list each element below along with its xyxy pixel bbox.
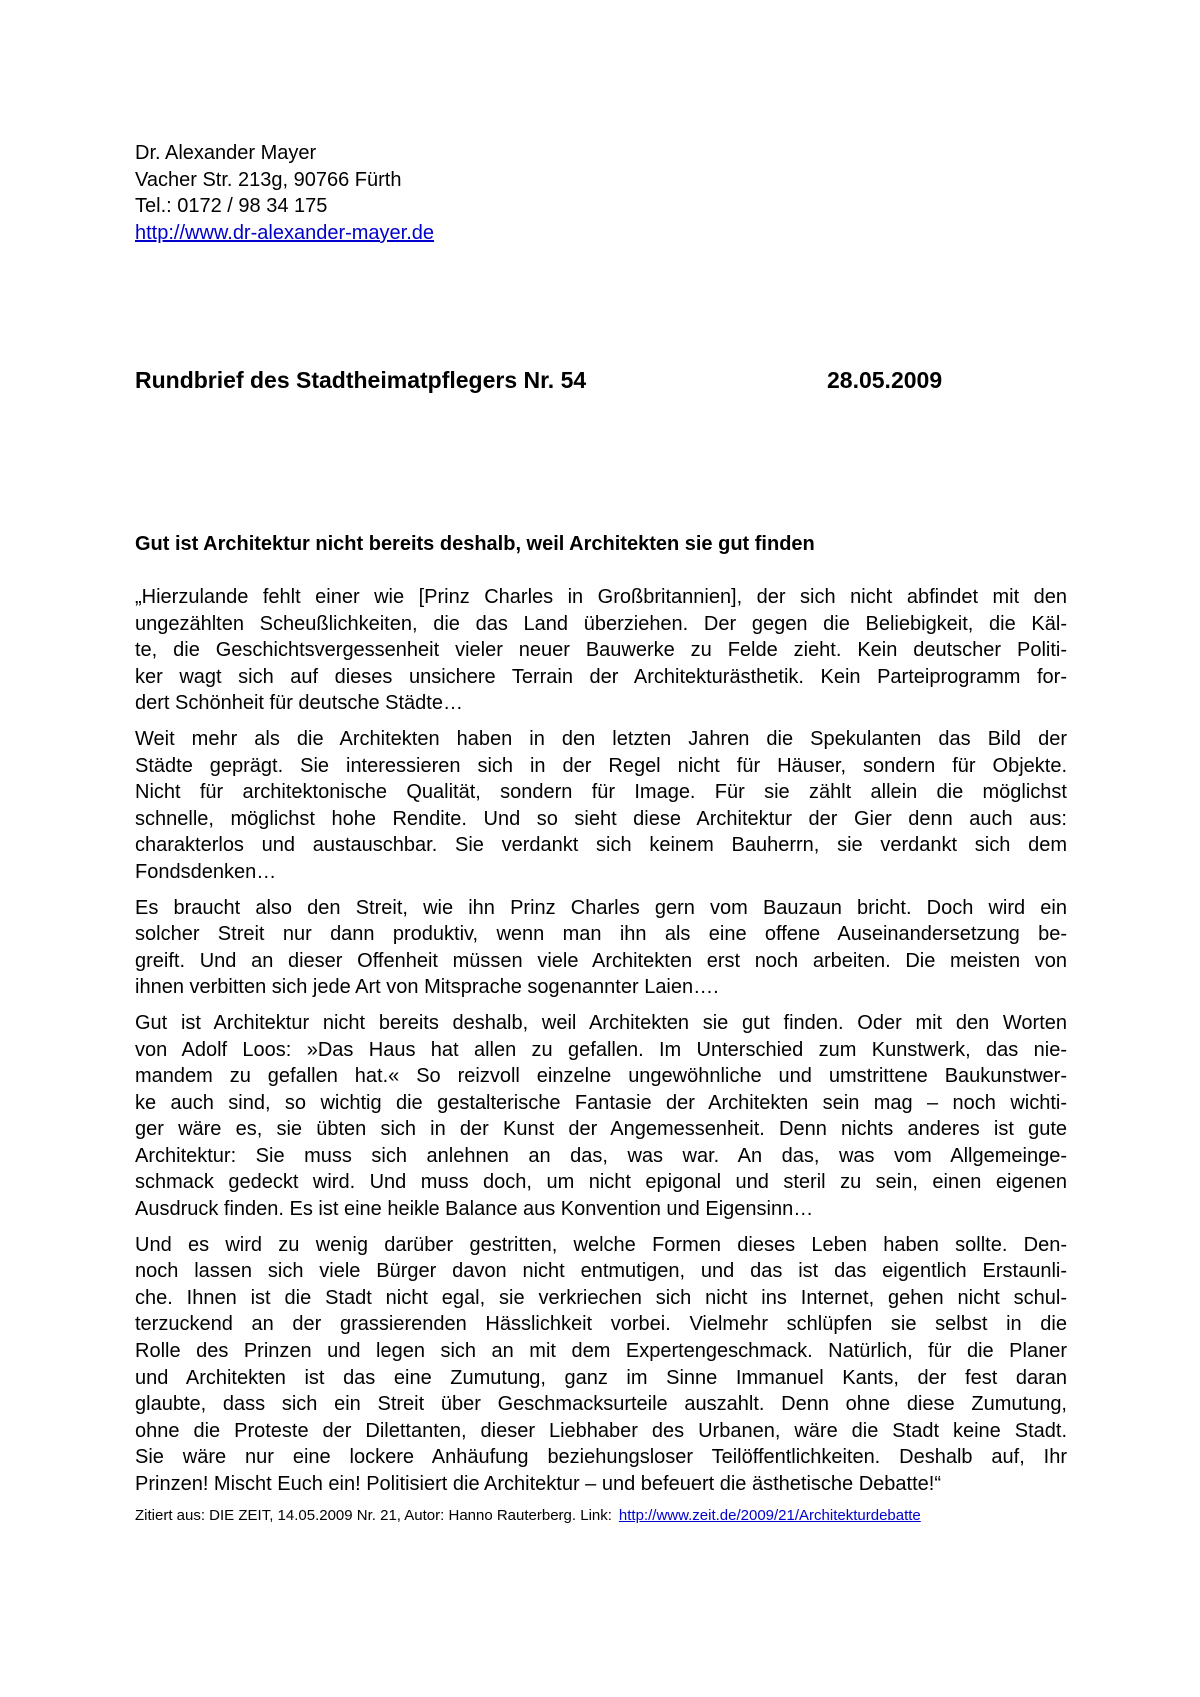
text-line: und Architekten ist das eine Zumutung, ganz im Sinne Immanuel Kants, der fest daran [135, 1366, 1067, 1389]
document-title: Rundbrief des Stadtheimatpflegers Nr. 54 [135, 367, 587, 393]
text-line: ungezählten Scheußlichkeiten, die das Land überziehen. Der gegen die Beliebigkeit, die Käl- [135, 612, 1067, 635]
paragraph [135, 726, 1067, 886]
text-line: schmack gedeckt wird. Und muss doch, um nicht epigonal und steril zu sein, einen eigenen [135, 1171, 1067, 1194]
text-line: ohne die Proteste der Dilettanten, dieser Liebhaber des Urbanen, wäre die Stadt keine Stadt. [135, 1419, 1067, 1442]
contact-block [135, 140, 434, 247]
text-line: glaubte, dass sich ein Streit über Geschmacksurteile auszahlt. Denn ohne diese Zumutung, [135, 1393, 1067, 1416]
contact-phone: Tel.: 0172 / 98 34 175 [135, 195, 328, 218]
article-body [135, 584, 1067, 1507]
text-line: ke auch sind, so wichtig die gestalterische Fantasie der Architekten sein mag – noch wichti- [135, 1091, 1067, 1114]
text-line: charakterlos und austauschbar. Sie verdankt sich keinem Bauherrn, sie verdankt sich dem [135, 834, 1067, 857]
citation-text: Zitiert aus: DIE ZEIT, 14.05.2009 Nr. 21, Autor: Hanno Rauterberg. Link: [135, 1507, 612, 1524]
text-line: noch lassen sich viele Bürger davon nicht entmutigen, und das ist das eigentlich Erstaunli- [135, 1260, 1067, 1283]
text-line: Nicht für architektonische Qualität, sondern für Image. Für sie zählt allein die möglichst [135, 781, 1067, 804]
text-line: solcher Streit nur dann produktiv, wenn man ihn als eine offene Auseinandersetzung be- [135, 923, 1067, 946]
text-line: te, die Geschichtsvergessenheit vieler neuer Bauwerke zu Felde zieht. Kein deutscher Politi- [135, 639, 1067, 662]
paragraph [135, 895, 1067, 1001]
paragraph [135, 1010, 1067, 1223]
text-line: Ausdruck finden. Es ist eine heikle Balance aus Konvention und Eigensinn… [135, 1198, 814, 1221]
text-line: Sie wäre nur eine lockere Anhäufung beziehungsloser Teilöffentlichkeiten. Deshalb auf, Ihr [135, 1446, 1067, 1469]
contact-website-link[interactable]: http://www.dr-alexander-mayer.de [135, 222, 435, 245]
text-line: ger wäre es, sie übten sich in der Kunst der Angemessenheit. Denn nichts anderes ist gute [135, 1118, 1067, 1141]
contact-website-row [135, 220, 434, 247]
text-line: dert Schönheit für deutsche Städte… [135, 692, 463, 715]
contact-address: Vacher Str. 213g, 90766 Fürth [135, 168, 402, 191]
text-line: Architektur: Sie muss sich anlehnen an das, was war. An das, was vom Allgemeinge- [135, 1144, 1067, 1167]
citation-footer [135, 1506, 1135, 1526]
text-line: Prinzen! Mischt Euch ein! Politisiert die Architektur – und befeuert die ästhetische Debatte!“ [135, 1473, 941, 1495]
document-header [135, 366, 1067, 394]
text-line: Fondsdenken… [135, 860, 277, 883]
paragraph [135, 1232, 1067, 1498]
text-line: Rolle des Prinzen und legen sich an mit dem Expertengeschmack. Natürlich, für die Planer [135, 1340, 1067, 1363]
text-line: terzuckend an der grassierenden Hässlichkeit vorbei. Vielmehr schlüpfen sie selbst in die [135, 1313, 1067, 1336]
document-date: 28.05.2009 [827, 367, 943, 393]
section-heading: Gut ist Architektur nicht bereits deshalb, weil Architekten sie gut finden [135, 533, 815, 555]
text-line: ihnen verbitten sich jede Art von Mitsprache sogenannter Laien…. [135, 976, 719, 999]
text-line: Es braucht also den Streit, wie ihn Prinz Charles gern vom Bauzaun bricht. Doch wird ein [135, 896, 1067, 919]
text-line: Städte geprägt. Sie interessieren sich in der Regel nicht für Häuser, sondern für Objekte. [135, 754, 1067, 777]
text-line: ker wagt sich auf dieses unsichere Terrain der Architekturästhetik. Kein Parteiprogramm for- [135, 665, 1067, 688]
text-line: von Adolf Loos: »Das Haus hat allen zu gefallen. Im Unterschied zum Kunstwerk, das nie- [135, 1038, 1067, 1061]
text-line: Gut ist Architektur nicht bereits deshalb, weil Architekten sie gut finden. Oder mit den Worten [135, 1011, 1067, 1034]
text-line: „Hierzulande fehlt einer wie [Prinz Charles in Großbritannien], der sich nicht abfindet mit den [135, 586, 1067, 608]
text-line: Weit mehr als die Architekten haben in den letzten Jahren die Spekulanten das Bild der [135, 727, 1067, 750]
text-line: schnelle, möglichst hohe Rendite. Und so sieht diese Architektur der Gier denn auch aus: [135, 807, 1067, 830]
contact-name: Dr. Alexander Mayer [135, 142, 317, 164]
citation-link[interactable]: http://www.zeit.de/2009/21/Architekturdebatte [618, 1507, 921, 1524]
text-line: mandem zu gefallen hat.« So reizvoll einzelne ungewöhnliche und umstrittene Baukunstwer- [135, 1065, 1067, 1088]
paragraph [135, 584, 1067, 717]
text-line: greift. Und an dieser Offenheit müssen viele Architekten erst noch arbeiten. Die meisten von [135, 949, 1067, 972]
text-line: che. Ihnen ist die Stadt nicht egal, sie verkriechen sich nicht ins Internet, gehen nicht schul- [135, 1286, 1067, 1309]
text-line: Und es wird zu wenig darüber gestritten, welche Formen dieses Leben haben sollte. Den- [135, 1233, 1067, 1256]
